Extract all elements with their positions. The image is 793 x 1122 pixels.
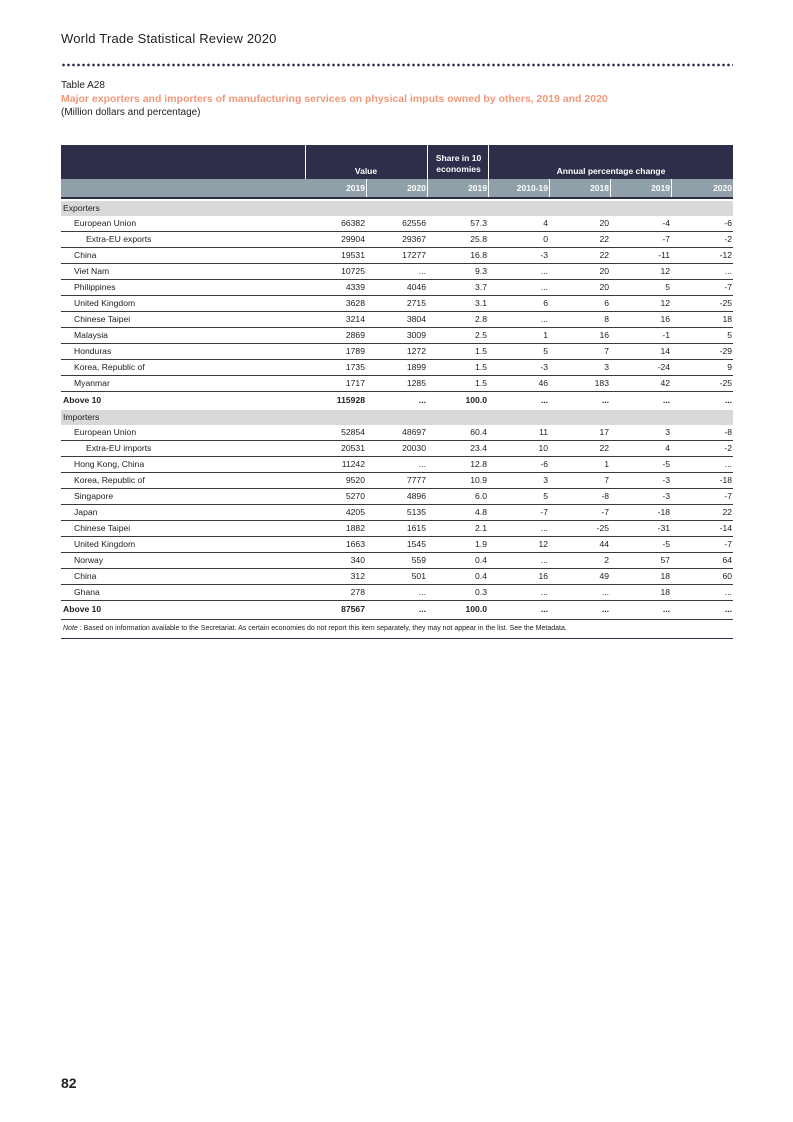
- value-cell: ...: [418, 266, 426, 276]
- value-cell: -7: [662, 234, 670, 244]
- table-row: [61, 425, 733, 441]
- value-cell: 49: [599, 571, 609, 581]
- economy-name: Viet Nam: [74, 266, 110, 276]
- value-cell: -18: [719, 475, 732, 485]
- section-header: Exporters: [61, 201, 733, 216]
- economy-name: United Kingdom: [74, 298, 136, 308]
- value-cell: 25.8: [470, 234, 487, 244]
- col-group-value: Value: [354, 166, 378, 176]
- table-row: [61, 312, 733, 328]
- table-row: [61, 376, 733, 392]
- value-cell: 4205: [345, 507, 365, 517]
- value-cell: 44: [599, 539, 609, 549]
- value-cell: 12.8: [470, 459, 487, 469]
- economy-name: China: [74, 571, 97, 581]
- col-group-share-line2: economies: [436, 164, 481, 174]
- value-cell: -4: [662, 218, 670, 228]
- value-cell: 100.0: [465, 395, 487, 405]
- value-cell: 87567: [341, 604, 365, 614]
- value-cell: 18: [660, 571, 670, 581]
- value-cell: 22: [599, 443, 609, 453]
- table-row: [61, 216, 733, 232]
- year-header: 2020: [713, 183, 732, 193]
- value-cell: ...: [540, 523, 548, 533]
- value-cell: 17277: [402, 250, 426, 260]
- value-cell: 6: [604, 298, 609, 308]
- table-label: Table A28: [61, 80, 105, 91]
- value-cell: -3: [540, 362, 548, 372]
- value-cell: 4: [665, 443, 670, 453]
- economy-name: Extra-EU exports: [86, 234, 152, 244]
- value-cell: 23.4: [470, 443, 487, 453]
- value-cell: 20: [599, 282, 609, 292]
- value-cell: 62556: [402, 218, 426, 228]
- value-cell: ...: [724, 266, 732, 276]
- value-cell: -7: [724, 491, 732, 501]
- economy-name: Chinese Taipei: [74, 314, 131, 324]
- economy-name: Hong Kong, China: [74, 459, 145, 469]
- value-cell: 16.8: [470, 250, 487, 260]
- economy-name: United Kingdom: [74, 539, 136, 549]
- note-label: Note :: [63, 625, 82, 632]
- value-cell: 20030: [402, 443, 426, 453]
- value-cell: 18: [722, 314, 732, 324]
- table-row: [61, 457, 733, 473]
- economy-name: European Union: [74, 427, 137, 437]
- value-cell: ...: [662, 395, 670, 405]
- economy-name: Extra-EU imports: [86, 443, 152, 453]
- value-cell: 16: [660, 314, 670, 324]
- value-cell: 1.5: [475, 362, 487, 372]
- value-cell: -7: [540, 507, 548, 517]
- table-row: [61, 489, 733, 505]
- value-cell: 9.3: [475, 266, 487, 276]
- year-header: 2020: [407, 183, 426, 193]
- table-row: [61, 344, 733, 360]
- value-cell: 0.3: [475, 587, 487, 597]
- value-cell: ...: [418, 587, 426, 597]
- value-cell: ...: [601, 587, 609, 597]
- economy-name: Chinese Taipei: [74, 523, 131, 533]
- total-row: [61, 601, 733, 617]
- value-cell: 5: [665, 282, 670, 292]
- table-header-years: [61, 179, 733, 199]
- value-cell: ...: [418, 459, 426, 469]
- value-cell: 2715: [406, 298, 426, 308]
- value-cell: 29367: [402, 234, 426, 244]
- value-cell: 278: [350, 587, 365, 597]
- value-cell: 0: [543, 234, 548, 244]
- value-cell: 22: [599, 234, 609, 244]
- col-group-change: Annual percentage change: [556, 166, 666, 176]
- value-cell: 1272: [406, 346, 426, 356]
- table-row: [61, 473, 733, 489]
- value-cell: 100.0: [465, 604, 487, 614]
- value-cell: 559: [411, 555, 426, 565]
- value-cell: 19531: [341, 250, 365, 260]
- value-cell: -6: [724, 218, 732, 228]
- year-header: 2018: [590, 183, 609, 193]
- dotted-divider: [61, 63, 733, 67]
- value-cell: 1.5: [475, 378, 487, 388]
- value-cell: ...: [540, 555, 548, 565]
- year-header: 2010-19: [516, 183, 548, 193]
- value-cell: -29: [719, 346, 732, 356]
- value-cell: -1: [662, 330, 670, 340]
- value-cell: ...: [540, 395, 548, 405]
- value-cell: -2: [724, 443, 732, 453]
- value-cell: 22: [599, 250, 609, 260]
- table-note: [61, 620, 733, 638]
- value-cell: 4339: [345, 282, 365, 292]
- value-cell: ...: [601, 604, 609, 614]
- table-row: [61, 328, 733, 344]
- value-cell: 1717: [345, 378, 365, 388]
- value-cell: 3.7: [475, 282, 487, 292]
- value-cell: 48697: [402, 427, 426, 437]
- value-cell: 1882: [345, 523, 365, 533]
- table-body: [61, 201, 733, 617]
- value-cell: -8: [724, 427, 732, 437]
- table-row: [61, 585, 733, 601]
- value-cell: 1899: [406, 362, 426, 372]
- value-cell: ...: [418, 604, 426, 614]
- year-header: 2019: [651, 183, 670, 193]
- year-header: 2019: [346, 183, 365, 193]
- value-cell: 1: [543, 330, 548, 340]
- value-cell: 5270: [345, 491, 365, 501]
- value-cell: -6: [540, 459, 548, 469]
- value-cell: ...: [540, 314, 548, 324]
- table-row: [61, 264, 733, 280]
- value-cell: 3: [604, 362, 609, 372]
- value-cell: 2: [604, 555, 609, 565]
- value-cell: ...: [418, 395, 426, 405]
- value-cell: ...: [724, 395, 732, 405]
- value-cell: 1.9: [475, 539, 487, 549]
- value-cell: ...: [724, 459, 732, 469]
- value-cell: 1663: [345, 539, 365, 549]
- value-cell: -11: [658, 250, 670, 260]
- table-row: [61, 280, 733, 296]
- value-cell: ...: [540, 266, 548, 276]
- value-cell: 3214: [345, 314, 365, 324]
- value-cell: ...: [540, 282, 548, 292]
- value-cell: 7777: [406, 475, 426, 485]
- value-cell: 4896: [406, 491, 426, 501]
- value-cell: 57: [660, 555, 670, 565]
- value-cell: 1789: [345, 346, 365, 356]
- value-cell: 9520: [345, 475, 365, 485]
- table-row: [61, 569, 733, 585]
- value-cell: 10725: [341, 266, 365, 276]
- value-cell: ...: [540, 604, 548, 614]
- value-cell: 8: [604, 314, 609, 324]
- value-cell: -2: [724, 234, 732, 244]
- value-cell: -5: [662, 539, 670, 549]
- value-cell: 20: [599, 266, 609, 276]
- value-cell: 7: [604, 346, 609, 356]
- table-row: [61, 521, 733, 537]
- value-cell: 1: [604, 459, 609, 469]
- value-cell: 5: [727, 330, 732, 340]
- value-cell: ...: [601, 395, 609, 405]
- economy-name: Myanmar: [74, 378, 110, 388]
- year-header: 2019: [468, 183, 487, 193]
- value-cell: 14: [660, 346, 670, 356]
- value-cell: -3: [540, 250, 548, 260]
- value-cell: -18: [657, 507, 670, 517]
- economy-name: Above 10: [63, 604, 102, 614]
- data-table: [61, 145, 733, 639]
- value-cell: -3: [662, 475, 670, 485]
- value-cell: 22: [722, 507, 732, 517]
- value-cell: 6.0: [475, 491, 487, 501]
- value-cell: 1735: [345, 362, 365, 372]
- economy-name: Singapore: [74, 491, 114, 501]
- col-group-share-line1: Share in 10: [435, 153, 482, 163]
- table-row: [61, 360, 733, 376]
- value-cell: -5: [662, 459, 670, 469]
- economy-name: Philippines: [74, 282, 116, 292]
- value-cell: -25: [719, 298, 732, 308]
- value-cell: 20531: [341, 443, 365, 453]
- value-cell: 340: [350, 555, 365, 565]
- value-cell: 12: [660, 266, 670, 276]
- economy-name: Norway: [74, 555, 104, 565]
- value-cell: 60.4: [470, 427, 487, 437]
- value-cell: 1.5: [475, 346, 487, 356]
- value-cell: 2.8: [475, 314, 487, 324]
- value-cell: 3009: [406, 330, 426, 340]
- economy-name: Malaysia: [74, 330, 108, 340]
- value-cell: -3: [662, 491, 670, 501]
- page-number: 82: [61, 1075, 77, 1091]
- value-cell: -31: [657, 523, 670, 533]
- value-cell: 6: [543, 298, 548, 308]
- value-cell: 0.4: [475, 571, 487, 581]
- value-cell: 5135: [406, 507, 426, 517]
- value-cell: 52854: [341, 427, 365, 437]
- value-cell: 2.5: [475, 330, 487, 340]
- value-cell: 5: [543, 491, 548, 501]
- value-cell: -7: [724, 539, 732, 549]
- economy-name: China: [74, 250, 97, 260]
- value-cell: 11242: [341, 459, 365, 469]
- value-cell: 2.1: [475, 523, 487, 533]
- value-cell: 10: [538, 443, 548, 453]
- value-cell: 0.4: [475, 555, 487, 565]
- value-cell: -8: [601, 491, 609, 501]
- section-header: Importers: [61, 410, 733, 425]
- value-cell: ...: [662, 604, 670, 614]
- value-cell: 64: [722, 555, 732, 565]
- table-row: [61, 537, 733, 553]
- table-subtitle: (Million dollars and percentage): [61, 107, 201, 118]
- value-cell: -25: [596, 523, 609, 533]
- value-cell: 5: [543, 346, 548, 356]
- value-cell: 1615: [406, 523, 426, 533]
- economy-name: Above 10: [63, 395, 102, 405]
- value-cell: 10.9: [470, 475, 487, 485]
- table-row: [61, 296, 733, 312]
- table-row: [61, 553, 733, 569]
- value-cell: 1285: [406, 378, 426, 388]
- value-cell: 4.8: [475, 507, 487, 517]
- value-cell: 501: [411, 571, 426, 581]
- value-cell: 42: [660, 378, 670, 388]
- value-cell: 46: [538, 378, 548, 388]
- value-cell: 12: [660, 298, 670, 308]
- value-cell: 183: [594, 378, 609, 388]
- value-cell: 312: [350, 571, 365, 581]
- value-cell: 3: [543, 475, 548, 485]
- value-cell: ...: [724, 604, 732, 614]
- value-cell: 16: [538, 571, 548, 581]
- table-row: [61, 441, 733, 457]
- value-cell: 3: [665, 427, 670, 437]
- value-cell: -7: [724, 282, 732, 292]
- value-cell: 3.1: [475, 298, 487, 308]
- value-cell: 4: [543, 218, 548, 228]
- note-text: Based on information available to the Secretariat. As certain economies do not report this item separately, they may not appear in the list. See the Metadata.: [83, 625, 567, 632]
- value-cell: -24: [657, 362, 670, 372]
- value-cell: 7: [604, 475, 609, 485]
- value-cell: 3628: [345, 298, 365, 308]
- table-title: Major exporters and importers of manufacturing services on physical imputs owned by others, 2019 and 2020: [61, 93, 608, 105]
- value-cell: 2869: [345, 330, 365, 340]
- value-cell: -12: [719, 250, 732, 260]
- value-cell: 115928: [336, 395, 365, 405]
- total-row: [61, 392, 733, 408]
- value-cell: 1545: [406, 539, 426, 549]
- economy-name: Korea, Republic of: [74, 362, 145, 372]
- table-row: [61, 232, 733, 248]
- value-cell: ...: [724, 587, 732, 597]
- economy-name: European Union: [74, 218, 137, 228]
- publication-header: World Trade Statistical Review 2020: [61, 31, 277, 46]
- value-cell: -25: [719, 378, 732, 388]
- value-cell: 16: [599, 330, 609, 340]
- value-cell: 12: [538, 539, 548, 549]
- value-cell: 4046: [406, 282, 426, 292]
- table-bottom-rule: [61, 638, 733, 639]
- value-cell: 57.3: [470, 218, 487, 228]
- value-cell: 20: [599, 218, 609, 228]
- value-cell: 11: [539, 427, 548, 437]
- value-cell: 29904: [341, 234, 365, 244]
- value-cell: -7: [601, 507, 609, 517]
- economy-name: Ghana: [74, 587, 100, 597]
- economy-name: Korea, Republic of: [74, 475, 145, 485]
- table-header-groups: [61, 145, 733, 179]
- table-row: [61, 248, 733, 264]
- value-cell: -14: [719, 523, 732, 533]
- value-cell: 9: [727, 362, 732, 372]
- economy-name: Japan: [74, 507, 98, 517]
- value-cell: 18: [660, 587, 670, 597]
- value-cell: 60: [722, 571, 732, 581]
- value-cell: 17: [599, 427, 609, 437]
- value-cell: ...: [540, 587, 548, 597]
- value-cell: 66382: [341, 218, 365, 228]
- economy-name: Honduras: [74, 346, 112, 356]
- table-row: [61, 505, 733, 521]
- value-cell: 3804: [406, 314, 426, 324]
